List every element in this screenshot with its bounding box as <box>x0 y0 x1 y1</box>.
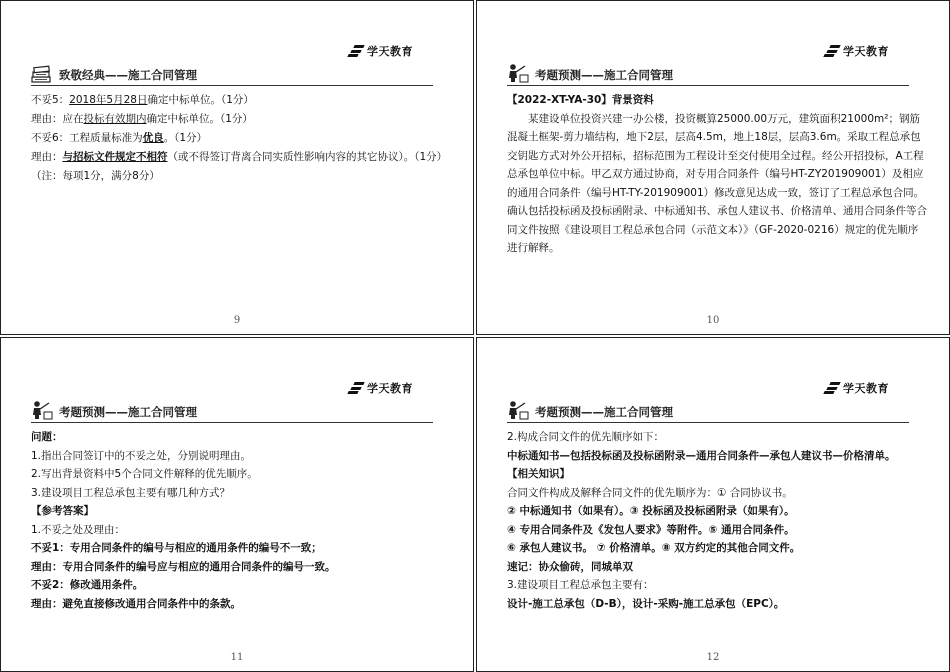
page-number: 12 <box>706 652 720 663</box>
text-line: 不妥1：专用合同条件的编号与相应的通用条件的编号不一致； <box>31 542 322 554</box>
brand-logo <box>348 43 413 59</box>
brand-logo-icon <box>824 382 840 394</box>
page-number: 11 <box>230 652 244 663</box>
text-line: 中标通知书—包括投标函及投标函附录—通用合同条件—承包人建议书—价格清单。 <box>507 449 896 462</box>
page-content <box>507 91 927 258</box>
books-icon <box>31 63 53 83</box>
text-run: 。（1分） <box>163 132 208 144</box>
text-line: 3.建设项目工程总承包主要有： <box>507 579 654 591</box>
slide-page-9 <box>0 0 474 335</box>
text-line: （注：每项1分，满分8分） <box>31 170 160 182</box>
brand-logo-icon <box>824 45 840 57</box>
question-code: 【2022-XT-YA-30】 <box>507 94 612 106</box>
page-number: 10 <box>706 315 720 326</box>
text-line <box>31 91 451 110</box>
underlined-text: 2018年5月28日 <box>69 94 148 106</box>
text-run: （或不得签订背离合同实质性影响内容的其它协议）。（1分） <box>167 151 448 163</box>
text-line <box>31 129 451 148</box>
brand-name: 学天教育 <box>843 382 889 395</box>
text-line: 设计-施工总承包（D-B），设计-采购-施工总承包（EPC）。 <box>507 597 785 610</box>
text-line: 1.指出合同签订中的不妥之处，分别说明理由。 <box>31 449 252 462</box>
text-line: ④ 专用合同条件及《发包人要求》等附件。⑤ 通用合同条件。 <box>507 523 795 536</box>
brand-logo <box>348 380 413 396</box>
page-number: 9 <box>233 315 241 326</box>
text-run: 不妥6：工程质量标准为 <box>31 132 143 144</box>
text-line: 问题： <box>31 431 63 443</box>
underlined-text: 优良 <box>142 132 164 144</box>
page-content <box>31 428 451 613</box>
text-line <box>31 148 451 167</box>
text-line: 3.建设项目工程总承包主要有哪几种方式？ <box>31 486 231 499</box>
teacher-icon <box>507 63 529 83</box>
section-header <box>507 59 909 86</box>
text-line: ⑥ 承包人建议书。 ⑦ 价格清单。⑧ 双方约定的其他合同文件。 <box>507 542 801 554</box>
page-content <box>507 428 927 613</box>
page-content <box>31 91 451 186</box>
teacher-icon <box>507 400 529 420</box>
question-code-line <box>507 91 927 110</box>
text-line: 2.构成合同文件的优先顺序如下： <box>507 431 665 443</box>
text-run: 不妥5： <box>31 94 70 106</box>
brand-name: 学天教育 <box>843 45 889 58</box>
teacher-icon <box>31 400 53 420</box>
brand-logo-icon <box>348 382 364 394</box>
text-line: 合同文件构成及解释合同文件的优先顺序为：① 合同协议书。 <box>507 486 793 499</box>
text-line <box>31 110 451 129</box>
slide-page-12 <box>476 337 950 672</box>
text-line: 1.不妥之处及理由： <box>31 523 126 536</box>
brand-name: 学天教育 <box>367 45 413 58</box>
section-title: 考题预测——施工合同管理 <box>535 405 673 419</box>
text-line: 理由：避免直接修改通用合同条件中的条款。 <box>31 597 241 610</box>
underlined-text: 与招标文件规定不相符 <box>62 151 168 163</box>
brand-logo-icon <box>348 45 364 57</box>
text-line: ② 中标通知书（如果有）。③ 投标函及投标函附录（如果有）。 <box>507 505 795 517</box>
text-line: 理由：专用合同条件的编号应与相应的通用合同条件的编号一致。 <box>31 560 336 573</box>
brand-name: 学天教育 <box>367 382 413 395</box>
slide-page-11 <box>0 337 474 672</box>
section-header <box>507 396 909 423</box>
brand-logo <box>824 43 889 59</box>
underlined-text: 投标有效期内 <box>83 113 147 125</box>
text-line: 2.写出背景资料中5个合同文件解释的优先顺序。 <box>31 468 258 480</box>
section-title: 考题预测——施工合同管理 <box>535 68 673 82</box>
background-paragraph: 某建设单位投资兴建一办公楼，投资概算25000.00万元，建筑面积21000m²；钢筋混凝土框架-剪力墙结构，地下2层，层高4.5m，地上18层，层高3.6m。采取工程总承包交钥匙方式对外公开招标，招标范围为工程设计至交付使用全过程。经公开招投标，A工程总承包单位中标。甲乙双方通过协商，对专用合同条件（编号HT-ZY201909001）及相应的通用合同条件（编号HT-TY-201909001）修改意见达成一致，签订了工程总承包合同。确认包括投标函及投标函附录、中标通知书、承包人建议书、价格清单、通用合同条件等合同文件按照《建设项目工程总承包合同（示范文本）》（GF-2020-0216）规定的优先顺序进行解释。 <box>507 112 927 254</box>
section-header <box>31 59 433 86</box>
slide-page-10 <box>476 0 950 335</box>
text-line: 【相关知识】 <box>507 468 570 480</box>
text-run: 理由： <box>31 151 63 163</box>
text-run: 理由：应在 <box>31 113 84 125</box>
brand-logo <box>824 380 889 396</box>
text-run: 确定中标单位。（1分） <box>147 94 254 106</box>
text-line: 【参考答案】 <box>31 505 94 517</box>
text-run: 确定中标单位。（1分） <box>146 113 253 125</box>
section-header <box>31 396 433 423</box>
section-title: 致敬经典——施工合同管理 <box>59 68 197 82</box>
text-line: 不妥2：修改通用条件。 <box>31 579 144 591</box>
question-code-label: 背景资料 <box>611 94 654 106</box>
section-title: 考题预测——施工合同管理 <box>59 405 197 419</box>
text-line: 速记：协众偷砖，同城单双 <box>507 560 633 573</box>
